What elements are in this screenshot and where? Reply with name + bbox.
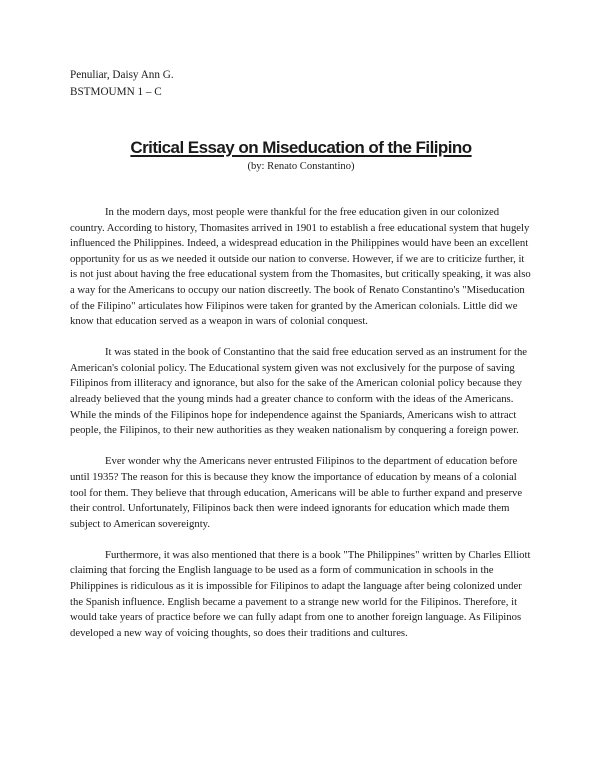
paragraph: Ever wonder why the Americans never entrusted Filipinos to the department of education before until 1935? The reason for this is because they know the importance of education by means of a colonial tool for them. They believe that through education, Americans will be able to further expand and preserve their control. Unfortunately, Filipinos back then were indeed ignorants for education which made them subject to American sovereignty. bbox=[70, 455, 523, 530]
essay-body bbox=[70, 205, 532, 641]
essay-title: Critical Essay on Miseducation of the Filipino bbox=[130, 138, 472, 157]
essay-byline: (by: Renato Constantino) bbox=[247, 161, 355, 172]
author-name: Penuliar, Daisy Ann G. bbox=[70, 69, 174, 81]
document-page bbox=[70, 67, 532, 657]
paragraph: It was stated in the book of Constantino that the said free education served as an instrument for the American's colonial policy. The Educational system given was not exclusively for the purpose of saving Filipinos from illiteracy and ignorance, but also for the sake of the American colonial policy because they already believed that the young minds had a greater chance to conform with the ideas of the Americans. While the minds of the Filipinos hope for independence against the Spaniards, Americans wish to attract people, the Filipinos, to their new authorities as they weaken nationalism by conquering a foreign power. bbox=[70, 346, 528, 437]
course-section: BSTMOUMN 1 – C bbox=[70, 86, 162, 98]
paragraph: Furthermore, it was also mentioned that there is a book "The Philippines" written by Charles Elliott claiming that forcing the English language to be used as a form of communication in schools in the Philippines is ridiculous as it is impossible for Filipinos to adapt the language after being colonized under the Spanish influence. English became a pavement to a strange new world for the Filipinos. Therefore, it would take years of practice before we can fully adapt from one to another foreign language. As Filipinos developed a new way of voicing thoughts, so does their traditions and cultures. bbox=[70, 548, 531, 639]
paragraph: In the modern days, most people were thankful for the free education given in our colonized country. According to history, Thomasites arrived in 1901 to establish a free educational system that hugely influenced the Philippines. Indeed, a widespread education in the Philippines would have been an excellent opportunity for us as we needed it outside our nation to converse. However, if we are to criticize further, it is not just about having the free educational system from the Thomasites, but critically speaking, it was also a way for the Americans to occupy our nation discreetly. The book of Renato Constantino's "Miseducation of the Filipino" articulates how Filipinos were taken for granted by the American colonials. Little did we know that education served as a weapon in wars of colonial conquest. bbox=[70, 206, 531, 328]
